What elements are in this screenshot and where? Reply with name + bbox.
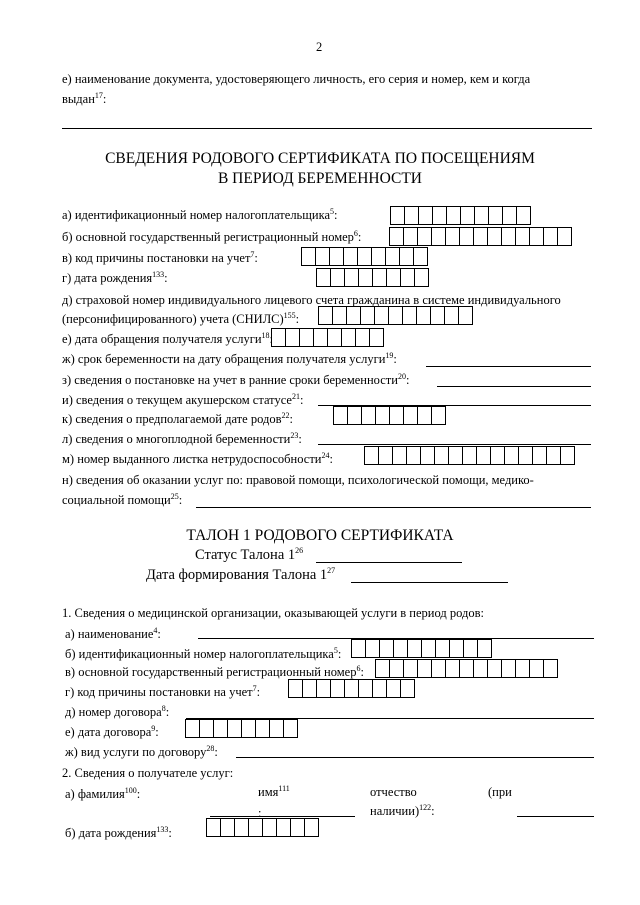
input-cell[interactable] [357, 247, 372, 266]
input-cell[interactable] [404, 206, 419, 225]
kpp-boxes[interactable] [301, 247, 428, 266]
input-cell[interactable] [488, 206, 503, 225]
input-cell[interactable] [344, 268, 359, 287]
input-cell[interactable] [361, 406, 376, 425]
pregnancy-term-field[interactable] [426, 366, 591, 367]
input-cell[interactable] [400, 268, 415, 287]
input-cell[interactable] [473, 659, 488, 678]
document-field-line [62, 128, 592, 129]
input-cell[interactable] [400, 679, 415, 698]
input-cell[interactable] [431, 659, 446, 678]
input-cell[interactable] [388, 306, 403, 325]
input-cell[interactable] [283, 719, 298, 738]
input-cell[interactable] [458, 306, 473, 325]
input-cell[interactable] [372, 679, 387, 698]
input-cell[interactable] [529, 659, 544, 678]
input-cell[interactable] [346, 306, 361, 325]
input-cell[interactable] [546, 446, 561, 465]
input-cell[interactable] [355, 328, 370, 347]
input-cell[interactable] [347, 406, 362, 425]
input-cell[interactable] [407, 639, 422, 658]
input-cell[interactable] [557, 227, 572, 246]
field-label-recipient-birth: б) дата рождения$^{133}$: [65, 824, 172, 840]
input-cell[interactable] [206, 818, 221, 837]
input-cell[interactable] [459, 659, 474, 678]
input-cell[interactable] [269, 719, 284, 738]
field-label-ogrn: б) основной государственный регистрационный номер$^6$: [62, 228, 362, 244]
contract-date-boxes[interactable] [185, 719, 298, 738]
input-cell[interactable] [448, 446, 463, 465]
input-cell[interactable] [185, 719, 200, 738]
surname-field[interactable] [210, 816, 355, 817]
input-cell[interactable] [446, 206, 461, 225]
input-cell[interactable] [403, 406, 418, 425]
input-cell[interactable] [406, 446, 421, 465]
document-field-label-line1: е) наименование документа, удостоверяющего личность, его серия и номер, кем и когда [62, 72, 531, 86]
input-cell[interactable] [515, 227, 530, 246]
input-cell[interactable] [248, 818, 263, 837]
input-cell[interactable] [417, 659, 432, 678]
input-cell[interactable] [476, 446, 491, 465]
input-cell[interactable] [329, 247, 344, 266]
page-number: 2 [316, 40, 323, 54]
field-label-surname: а) фамилия$^{100}$: [65, 785, 141, 801]
section-title-line1: СВЕДЕНИЯ РОДОВОГО СЕРТИФИКАТА ПО ПОСЕЩЕНИЯМ [105, 150, 535, 167]
multiple-pregnancy-field[interactable] [318, 444, 591, 445]
field-label-inn: а) идентификационный номер налогоплательщика$^5$: [62, 206, 338, 222]
input-cell[interactable] [199, 719, 214, 738]
input-cell[interactable] [459, 227, 474, 246]
input-cell[interactable] [413, 247, 428, 266]
document-field-label-line2: выдан$^{17}$: [62, 90, 107, 106]
input-cell[interactable] [445, 227, 460, 246]
services-field[interactable] [196, 507, 591, 508]
input-cell[interactable] [386, 268, 401, 287]
input-cell[interactable] [343, 247, 358, 266]
input-cell[interactable] [560, 446, 575, 465]
input-cell[interactable] [301, 247, 316, 266]
field-label-multiple-pregnancy: л) сведения о многоплодной беременности$^{23}$: [62, 430, 302, 446]
recipient-heading: 2. Сведения о получателе услуг: [62, 766, 234, 780]
sick-leave-boxes[interactable] [364, 446, 575, 465]
input-cell[interactable] [516, 206, 531, 225]
field-label-available: наличии)$^{122}$: [370, 802, 435, 818]
input-cell[interactable] [358, 679, 373, 698]
input-cell[interactable] [333, 406, 348, 425]
input-cell[interactable] [431, 227, 446, 246]
inn-boxes[interactable] [390, 206, 531, 225]
input-cell[interactable] [487, 659, 502, 678]
input-cell[interactable] [341, 328, 356, 347]
field-label-kpp: в) код причины постановки на учет$^7$: [62, 249, 258, 265]
input-cell[interactable] [418, 206, 433, 225]
input-cell[interactable] [375, 406, 390, 425]
snils-boxes[interactable] [318, 306, 473, 325]
field-label-snils-line2: (персонифицированного) учета (СНИЛС)$^{155}$: [62, 310, 300, 326]
field-label-when: (при [488, 785, 512, 799]
input-cell[interactable] [463, 639, 478, 658]
input-cell[interactable] [304, 818, 319, 837]
field-label-due-date: к) сведения о предполагаемой дате родов$^{22}$: [62, 410, 293, 426]
input-cell[interactable] [327, 328, 342, 347]
early-registration-field[interactable] [437, 386, 591, 387]
field-label-sick-leave: м) номер выданного листка нетрудоспособности$^{24}$: [62, 450, 333, 466]
input-cell[interactable] [315, 247, 330, 266]
input-cell[interactable] [434, 446, 449, 465]
input-cell[interactable] [515, 659, 530, 678]
input-cell[interactable] [532, 446, 547, 465]
input-cell[interactable] [417, 406, 432, 425]
talon-date-field[interactable] [351, 582, 508, 583]
recipient-birth-boxes[interactable] [206, 818, 319, 837]
field-label-org-kpp: г) код причины постановки на учет$^7$: [65, 683, 261, 699]
input-cell[interactable] [543, 659, 558, 678]
org-inn-boxes[interactable] [351, 639, 492, 658]
name-colon: : [258, 806, 262, 820]
input-cell[interactable] [318, 306, 333, 325]
input-cell[interactable] [504, 446, 519, 465]
field-label-patronymic: отчество [370, 785, 417, 799]
input-cell[interactable] [227, 719, 242, 738]
input-cell[interactable] [299, 328, 314, 347]
field-label-org-inn: б) идентификационный номер налогоплательщика$^5$: [65, 645, 342, 661]
service-type-field[interactable] [236, 757, 594, 758]
input-cell[interactable] [220, 818, 235, 837]
talon-date-label: Дата формирования Талона $1^{27}$ [146, 566, 336, 583]
input-cell[interactable] [330, 679, 345, 698]
input-cell[interactable] [241, 719, 256, 738]
input-cell[interactable] [518, 446, 533, 465]
field-label-name: имя$^{111}$ [258, 783, 290, 799]
input-cell[interactable] [414, 268, 429, 287]
input-cell[interactable] [365, 639, 380, 658]
input-cell[interactable] [416, 306, 431, 325]
input-cell[interactable] [501, 659, 516, 678]
input-cell[interactable] [417, 227, 432, 246]
birth-date-boxes[interactable] [316, 268, 429, 287]
input-cell[interactable] [255, 719, 270, 738]
field-label-contract-date: е) дата договора$^9$: [65, 723, 159, 739]
input-cell[interactable] [399, 247, 414, 266]
input-cell[interactable] [487, 227, 502, 246]
patronymic-field[interactable] [517, 816, 594, 817]
input-cell[interactable] [288, 679, 303, 698]
input-cell[interactable] [420, 446, 435, 465]
input-cell[interactable] [403, 659, 418, 678]
input-cell[interactable] [390, 206, 405, 225]
input-cell[interactable] [378, 446, 393, 465]
input-cell[interactable] [444, 306, 459, 325]
input-cell[interactable] [389, 227, 404, 246]
field-label-service-type: ж) вид услуги по договору$^{28}$: [65, 743, 218, 759]
input-cell[interactable] [490, 446, 505, 465]
input-cell[interactable] [302, 679, 317, 698]
field-label-contract-number: д) номер договора$^8$: [65, 703, 170, 719]
talon-status-field[interactable] [316, 562, 462, 563]
section-title-line2: В ПЕРИОД БЕРЕМЕННОСТИ [217, 170, 423, 187]
input-cell[interactable] [543, 227, 558, 246]
input-cell[interactable] [389, 659, 404, 678]
talon-title: ТАЛОН 1 РОДОВОГО СЕРТИФИКАТА [186, 527, 454, 544]
field-label-early-registration: з) сведения о постановке на учет в ранние сроки беременности$^{20}$: [62, 371, 410, 387]
org-ogrn-boxes[interactable] [375, 659, 558, 678]
input-cell[interactable] [330, 268, 345, 287]
input-cell[interactable] [316, 268, 331, 287]
input-cell[interactable] [431, 406, 446, 425]
medical-org-heading: 1. Сведения о медицинской организации, оказывающей услуги в период родов: [62, 606, 484, 620]
input-cell[interactable] [402, 306, 417, 325]
input-cell[interactable] [392, 446, 407, 465]
input-cell[interactable] [213, 719, 228, 738]
input-cell[interactable] [285, 328, 300, 347]
input-cell[interactable] [403, 227, 418, 246]
input-cell[interactable] [360, 306, 375, 325]
input-cell[interactable] [262, 818, 277, 837]
input-cell[interactable] [462, 446, 477, 465]
input-cell[interactable] [502, 206, 517, 225]
input-cell[interactable] [421, 639, 436, 658]
input-cell[interactable] [375, 659, 390, 678]
input-cell[interactable] [374, 306, 389, 325]
input-cell[interactable] [529, 227, 544, 246]
input-cell[interactable] [379, 639, 394, 658]
input-cell[interactable] [369, 328, 384, 347]
org-kpp-boxes[interactable] [288, 679, 415, 698]
input-cell[interactable] [445, 659, 460, 678]
field-label-org-name: а) наименование$^4$: [65, 625, 161, 641]
input-cell[interactable] [386, 679, 401, 698]
input-cell[interactable] [316, 679, 331, 698]
appeal-date-boxes[interactable] [271, 328, 384, 347]
field-label-appeal-date: е) дата обращения получателя услуги$^{18}$: [62, 330, 274, 346]
input-cell[interactable] [290, 818, 305, 837]
ogrn-boxes[interactable] [389, 227, 572, 246]
field-label-obstetric-status: и) сведения о текущем акушерском статусе$^{21}$: [62, 391, 304, 407]
input-cell[interactable] [313, 328, 328, 347]
input-cell[interactable] [474, 206, 489, 225]
input-cell[interactable] [393, 639, 408, 658]
input-cell[interactable] [271, 328, 286, 347]
input-cell[interactable] [351, 639, 366, 658]
field-label-birth-date: г) дата рождения$^{133}$: [62, 269, 168, 285]
input-cell[interactable] [358, 268, 373, 287]
input-cell[interactable] [372, 268, 387, 287]
input-cell[interactable] [435, 639, 450, 658]
input-cell[interactable] [473, 227, 488, 246]
input-cell[interactable] [449, 639, 464, 658]
field-label-pregnancy-term: ж) срок беременности на дату обращения получателя услуги$^{19}$: [62, 350, 397, 366]
input-cell[interactable] [332, 306, 347, 325]
input-cell[interactable] [477, 639, 492, 658]
input-cell[interactable] [501, 227, 516, 246]
input-cell[interactable] [432, 206, 447, 225]
input-cell[interactable] [430, 306, 445, 325]
field-label-services-line1: н) сведения об оказании услуг по: правовой помощи, психологической помощи, медико- [62, 473, 534, 487]
due-date-boxes[interactable] [333, 406, 446, 425]
input-cell[interactable] [276, 818, 291, 837]
input-cell[interactable] [234, 818, 249, 837]
field-label-snils-line1: д) страховой номер индивидуального лицевого счета гражданина в системе индивидуального [62, 293, 561, 307]
input-cell[interactable] [371, 247, 386, 266]
input-cell[interactable] [344, 679, 359, 698]
input-cell[interactable] [385, 247, 400, 266]
field-label-services-line2: социальной помощи$^{25}$: [62, 491, 183, 507]
input-cell[interactable] [389, 406, 404, 425]
talon-status-label: Статус Талона $1^{26}$ [195, 546, 304, 563]
input-cell[interactable] [460, 206, 475, 225]
field-label-org-ogrn: в) основной государственный регистрационный номер$^6$: [65, 663, 364, 679]
input-cell[interactable] [364, 446, 379, 465]
